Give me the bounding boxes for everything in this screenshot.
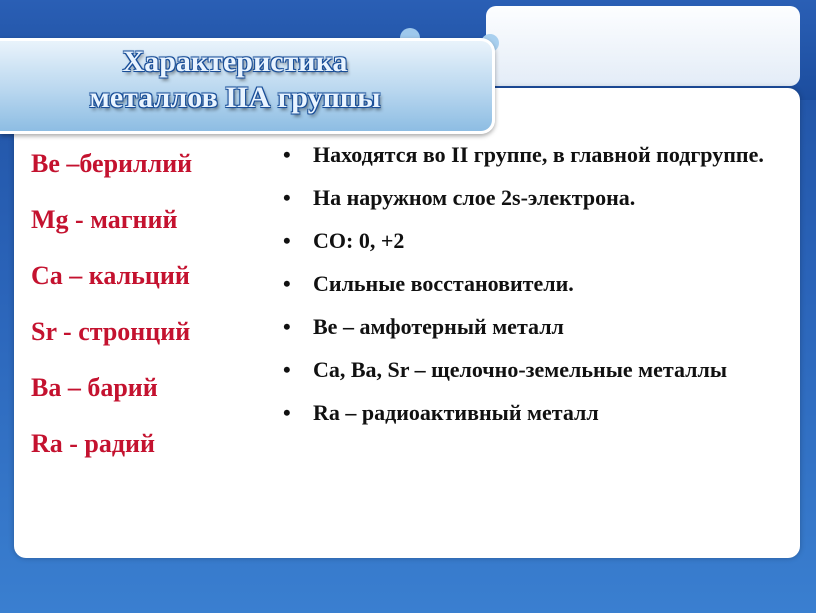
title-line-2: металлов IIА группы [89, 81, 381, 114]
element-item-be: Be –бериллий [31, 149, 193, 178]
fact-item [280, 183, 790, 213]
slide-title [0, 44, 470, 116]
bullet-icon: • [283, 185, 291, 210]
fact-text: Be – амфотерный металл [313, 314, 564, 339]
bullet-icon: • [283, 314, 291, 339]
fact-item [280, 398, 790, 428]
fact-item [280, 269, 790, 299]
bullet-icon: • [283, 357, 291, 382]
fact-item [280, 140, 790, 170]
title-line-1: Характеристика [122, 45, 348, 78]
bullet-icon: • [283, 271, 291, 296]
bullet-icon: • [283, 142, 291, 167]
element-item-ra: Ra - радий [31, 429, 156, 458]
fact-item [280, 312, 790, 342]
fact-text: Ra – радиоактивный металл [313, 400, 599, 425]
fact-text: СО: 0, +2 [313, 228, 405, 253]
bullet-icon: • [283, 228, 291, 253]
element-item-sr: Sr - стронций [31, 317, 191, 346]
element-item-mg: Mg - магний [31, 205, 178, 234]
element-item-ba: Ba – барий [31, 373, 158, 402]
header-card [486, 6, 800, 86]
element-list [31, 150, 192, 486]
fact-text: На наружном слое 2s-электрона. [313, 185, 636, 210]
fact-text: Сильные восстановители. [313, 271, 574, 296]
fact-item [280, 355, 790, 385]
fact-item [280, 226, 790, 256]
facts-list [280, 140, 790, 441]
bullet-icon: • [283, 400, 291, 425]
element-item-ca: Ca – кальций [31, 261, 190, 290]
fact-text: Ca, Ba, Sr – щелочно-земельные металлы [313, 357, 728, 382]
fact-text: Находятся во II группе, в главной подгруппе. [313, 142, 764, 167]
